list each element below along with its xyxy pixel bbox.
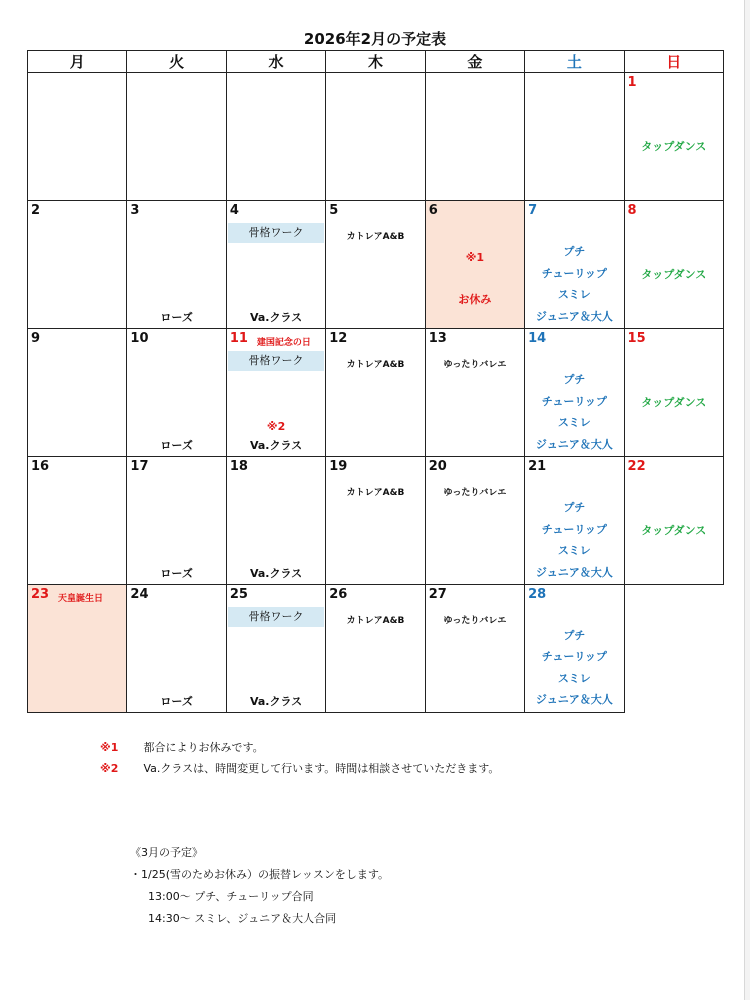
week-row-2	[28, 201, 724, 329]
day-cell-21	[525, 457, 624, 585]
day-number: 4	[229, 203, 239, 219]
event-junior-adult: ジュニア＆大人	[535, 565, 613, 579]
weekday-mon: 月	[28, 51, 127, 73]
day-cell-empty	[226, 73, 325, 201]
day-number: 12	[329, 331, 348, 347]
event-cattleya: カトレアA&B	[346, 232, 405, 243]
day-cell-11	[226, 329, 325, 457]
day-cell-26	[326, 584, 425, 712]
event-yuttari-ballet: ゆったりバレエ	[443, 615, 507, 626]
event-va-class: Va.クラス	[249, 695, 303, 708]
day-cell-empty	[525, 73, 624, 201]
event-cattleya: カトレアA&B	[346, 488, 405, 499]
day-cell-15	[624, 329, 723, 457]
saturday-class-list	[525, 241, 623, 327]
march-time-1: 13:00～ プチ、チューリップ合同	[148, 890, 314, 903]
day-cell-7	[525, 201, 624, 329]
page-title: 2026年2月の予定表	[303, 30, 447, 48]
note-mark-1: ※1	[465, 251, 485, 265]
day-cell-1	[624, 73, 723, 201]
day-cell-empty	[326, 73, 425, 201]
event-sumire: スミレ	[557, 544, 591, 558]
footnote-text: Va.クラスは、時間変更して行います。時間は相談させていただきます。	[143, 762, 500, 775]
week-row-3	[28, 329, 724, 457]
rest-notice	[426, 247, 524, 310]
day-number: 22	[627, 459, 646, 475]
weekday-wed: 水	[226, 51, 325, 73]
event-bone-work: 骨格ワーク	[228, 607, 324, 627]
event-junior-adult: ジュニア＆大人	[535, 437, 613, 451]
event-petit: プチ	[563, 373, 586, 387]
event-roses: ローズ	[160, 566, 193, 580]
day-cell-2	[28, 201, 127, 329]
weekday-fri: 金	[425, 51, 524, 73]
event-tap-dance: タップダンス	[641, 268, 707, 282]
day-number: 7	[528, 203, 538, 219]
event-petit: プチ	[563, 628, 586, 642]
day-number: 17	[130, 459, 149, 475]
footnote-1	[100, 737, 499, 758]
day-cell-28	[525, 584, 624, 712]
event-roses: ローズ	[160, 311, 193, 325]
week-row-4	[28, 457, 724, 585]
event-petit: プチ	[563, 501, 586, 515]
day-number: 19	[329, 459, 348, 475]
event-tap-dance: タップダンス	[641, 396, 707, 410]
event-tulip: チューリップ	[541, 522, 607, 536]
day-number: 20	[428, 459, 447, 475]
event-cattleya: カトレアA&B	[346, 615, 405, 626]
weekday-tue: 火	[127, 51, 226, 73]
saturday-class-list	[525, 497, 623, 583]
day-number: 2	[31, 203, 41, 219]
day-cell-25	[226, 584, 325, 712]
day-number: 24	[130, 586, 149, 602]
footnote-mark: ※1	[100, 741, 119, 754]
weekday-sun: 日	[624, 51, 723, 73]
day-cell-20	[425, 457, 524, 585]
event-sumire: スミレ	[557, 416, 591, 430]
day-cell-18	[226, 457, 325, 585]
day-number: 10	[130, 331, 149, 347]
event-yuttari-ballet: ゆったりバレエ	[443, 488, 507, 499]
day-cell-6	[425, 201, 524, 329]
event-yuttari-ballet: ゆったりバレエ	[443, 360, 507, 371]
event-va-class: Va.クラス	[249, 311, 303, 325]
day-cell-10	[127, 329, 226, 457]
day-number: 13	[428, 331, 447, 347]
saturday-class-list	[525, 625, 623, 711]
day-number: 27	[428, 586, 447, 602]
event-petit: プチ	[563, 245, 586, 259]
day-number: 26	[329, 586, 348, 602]
day-number: 23	[31, 586, 50, 602]
day-number: 15	[627, 331, 646, 347]
march-schedule	[130, 842, 389, 930]
day-number: 14	[528, 331, 547, 347]
weekday-thu: 木	[326, 51, 425, 73]
day-cell-4	[226, 201, 325, 329]
day-cell-3	[127, 201, 226, 329]
event-bone-work: 骨格ワーク	[228, 223, 324, 243]
event-bone-work: 骨格ワーク	[228, 351, 324, 371]
day-number: 16	[31, 459, 50, 475]
day-number: 25	[229, 586, 248, 602]
event-va-class: Va.クラス	[249, 439, 303, 453]
event-tulip: チューリップ	[541, 266, 607, 280]
event-tulip: チューリップ	[541, 394, 607, 408]
week-row-1	[28, 73, 724, 201]
holiday-label: 天皇誕生日	[58, 593, 104, 604]
saturday-class-list	[525, 369, 623, 455]
day-cell-empty	[425, 73, 524, 201]
day-cell-17	[127, 457, 226, 585]
event-roses: ローズ	[160, 695, 193, 708]
day-number: 6	[428, 203, 438, 219]
day-cell-27	[425, 584, 524, 712]
day-cell-5	[326, 201, 425, 329]
day-cell-16	[28, 457, 127, 585]
day-number: 5	[329, 203, 339, 219]
weekday-header-row	[28, 51, 724, 73]
rest-label: お休み	[458, 293, 492, 307]
day-number: 28	[528, 586, 547, 602]
weekday-sat: 土	[525, 51, 624, 73]
day-number: 11	[229, 331, 248, 347]
day-cell-24	[127, 584, 226, 712]
note-mark-2: ※2	[266, 420, 286, 434]
event-tap-dance: タップダンス	[641, 140, 707, 154]
event-tulip: チューリップ	[541, 650, 607, 664]
day-number: 21	[528, 459, 547, 475]
footnotes	[100, 737, 499, 779]
event-cattleya: カトレアA&B	[346, 360, 405, 371]
event-tap-dance: タップダンス	[641, 524, 707, 538]
day-cell-22	[624, 457, 723, 585]
day-number: 1	[627, 75, 637, 91]
march-time-2: 14:30～ スミレ、ジュニア＆大人合同	[148, 912, 337, 925]
day-cell-12	[326, 329, 425, 457]
event-sumire: スミレ	[557, 288, 591, 302]
day-cell-13	[425, 329, 524, 457]
day-cell-empty	[624, 584, 723, 712]
march-heading: 《3月の予定》	[130, 846, 203, 859]
event-sumire: スミレ	[557, 671, 591, 685]
day-cell-9	[28, 329, 127, 457]
event-roses: ローズ	[160, 439, 193, 453]
day-cell-empty	[28, 73, 127, 201]
day-number: 18	[229, 459, 248, 475]
footnote-mark: ※2	[100, 762, 119, 775]
day-number: 9	[31, 331, 41, 347]
footnote-text: 都合によりお休みです。	[143, 741, 264, 754]
week-row-5	[28, 584, 724, 712]
footnote-2	[100, 758, 499, 779]
march-line: ・1/25(雪のためお休み）の振替レッスンをします。	[130, 868, 390, 881]
event-junior-adult: ジュニア＆大人	[535, 693, 613, 707]
day-cell-19	[326, 457, 425, 585]
event-junior-adult: ジュニア＆大人	[535, 309, 613, 323]
event-va-class: Va.クラス	[249, 566, 303, 580]
day-cell-23	[28, 584, 127, 712]
day-cell-14	[525, 329, 624, 457]
calendar-table	[27, 50, 724, 713]
day-number: 3	[130, 203, 140, 219]
day-number: 8	[627, 203, 637, 219]
holiday-label: 建国記念の日	[256, 338, 311, 349]
day-cell-empty	[127, 73, 226, 201]
day-cell-8	[624, 201, 723, 329]
